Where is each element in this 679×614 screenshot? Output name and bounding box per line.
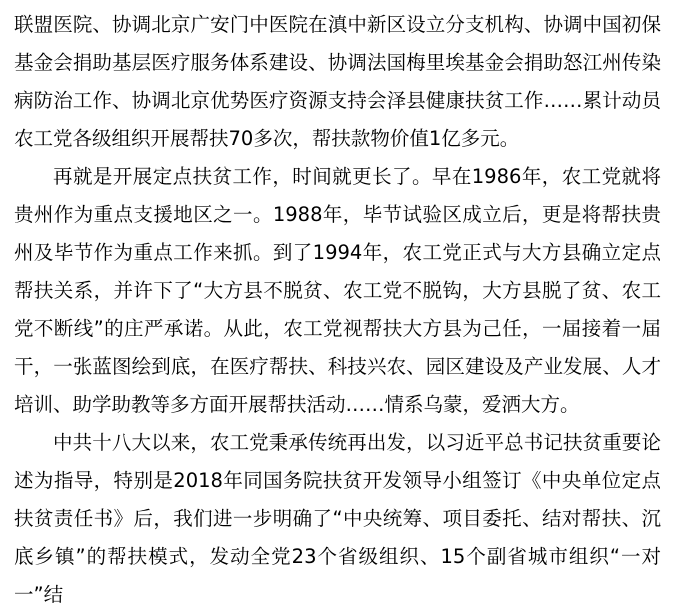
paragraph-3: 中共十八大以来，农工党秉承传统再出发，以习近平总书记扶贫重要论述为指导，特别是2018年同国务院扶贫开发领导小组签订《中央单位定点扶贫责任书》后，我们进一步明确了“中央统筹、项目委托、结对帮扶、沉底乡镇”的帮扶模式，发动全党23个省级组织、15个副省城市组织“一对一”结 — [14, 431, 661, 606]
document-body — [14, 6, 661, 614]
paragraph-1: 联盟医院、协调北京广安门中医院在滇中新区设立分支机构、协调中国初保基金会捐助基层医疗服务体系建设、协调法国梅里埃基金会捐助怒江州传染病防治工作、协调北京优势医疗资源支持会泽县健康扶贫工作……累计动员农工党各级组织开展帮扶70多次，帮扶款物价值1亿多元。 — [14, 13, 661, 150]
paragraph-2: 再就是开展定点扶贫工作，时间就更长了。早在1986年，农工党就将贵州作为重点支援地区之一。1988年，毕节试验区成立后，更是将帮扶贵州及毕节作为重点工作来抓。到了1994年，农工党正式与大方县确立定点帮扶关系，并许下了“大方县不脱贫、农工党不脱钩，大方县脱了贫、农工党不断线”的庄严承诺。从此，农工党视帮扶大方县为己任，一届接着一届干，一张蓝图绘到底，在医疗帮扶、科技兴农、园区建设及产业发展、人才培训、助学助教等多方面开展帮扶活动……情系乌蒙，爱洒大方。 — [14, 165, 661, 416]
